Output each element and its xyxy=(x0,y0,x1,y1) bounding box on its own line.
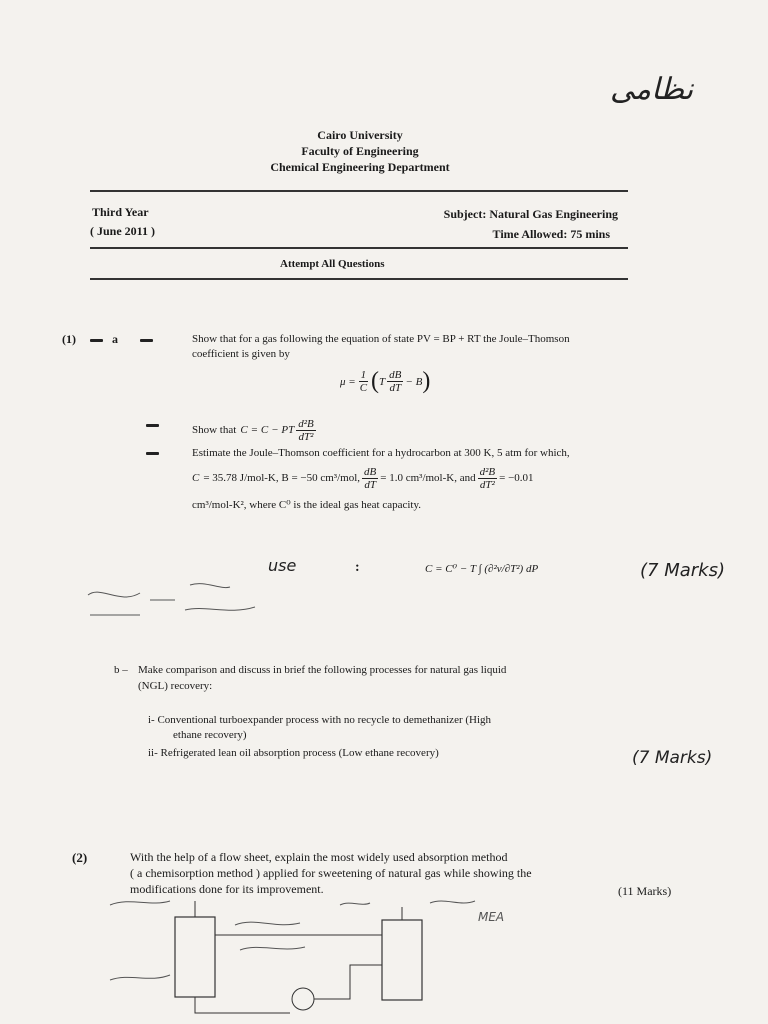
cp-eq2: = C xyxy=(250,424,269,436)
q1-number: (1) xyxy=(62,332,76,346)
use-equation: C = C⁰ − T ∫ (∂²v/∂T²) dP xyxy=(425,563,539,575)
estimate-eq2: = −0.01 xyxy=(499,472,534,484)
mu-minus-B: − B xyxy=(405,375,423,388)
estimate-line2 xyxy=(192,466,534,491)
mu-lhs: μ = xyxy=(340,375,356,388)
mu-frac-den: C xyxy=(359,382,368,394)
use-handwritten: use xyxy=(268,556,297,575)
q1b-item-i-cont: ethane recovery) xyxy=(173,729,247,741)
cp-d2b: d²B xyxy=(298,418,314,430)
time-label: Time Allowed: 75 mins xyxy=(492,227,610,241)
estimate-db: dB xyxy=(364,466,377,478)
instruction: Attempt All Questions xyxy=(280,258,385,270)
faculty-name: Faculty of Engineering xyxy=(301,144,419,158)
cp-eq: C xyxy=(240,424,248,436)
estimate-d2b: d²B xyxy=(479,466,496,478)
cp-eq3: − PT xyxy=(271,424,295,436)
show-cp-text: Show that xyxy=(192,424,237,436)
q1a-text-line2: coefficient is given by xyxy=(192,348,290,360)
divider-bottom xyxy=(90,278,628,280)
q2-marks: (11 Marks) xyxy=(618,884,672,898)
estimate-dt2: dT² xyxy=(479,479,495,491)
estimate-line1: Estimate the Joule–Thomson coefficient for a hydrocarbon at 300 K, 5 atm for which, xyxy=(192,447,570,459)
handwritten-scribble xyxy=(80,575,280,625)
q2-text-line1: With the help of a flow sheet, explain the most widely used absorption method xyxy=(130,850,508,864)
q1-dash-4 xyxy=(146,452,159,455)
use-colon: : xyxy=(355,560,360,575)
q1b-item-i: i- Conventional turboexpander process with no recycle to demethanizer (High xyxy=(148,714,492,726)
q2-number: (2) xyxy=(72,850,88,865)
q1-dash-1 xyxy=(90,339,103,342)
mu-dB: dB xyxy=(389,369,402,381)
estimate-eq1: = 1.0 cm³/mol-K, and xyxy=(380,472,476,484)
mu-T: T xyxy=(379,375,386,388)
show-cp-line xyxy=(192,418,318,443)
estimate-line3: cm³/mol-K², where C⁰ is the ideal gas heat capacity. xyxy=(192,499,421,511)
q1b-text-line1: Make comparison and discuss in brief the following processes for natural gas liquid xyxy=(138,664,507,676)
estimate-vals: = 35.78 J/mol-K, B = −50 cm³/mol, xyxy=(203,472,361,484)
subject-label: Subject: Natural Gas Engineering xyxy=(443,207,618,221)
estimate-dt: dT xyxy=(364,479,376,491)
cp-dt2: dT² xyxy=(298,431,314,443)
q1b-marks: (7 Marks) xyxy=(632,748,713,768)
flowsheet-label-mea: MEA xyxy=(478,910,505,924)
university-name: Cairo University xyxy=(317,128,403,142)
q1-dash-2 xyxy=(140,339,153,342)
q2-text-line3: modifications done for its improvement. xyxy=(130,882,324,896)
divider-mid xyxy=(90,247,628,249)
q1-part-a: a xyxy=(112,332,118,346)
q1b-text-line2: (NGL) recovery: xyxy=(138,680,213,692)
q1b-item-ii: ii- Refrigerated lean oil absorption process (Low ethane recovery) xyxy=(148,747,439,759)
q1a-text-line1: Show that for a gas following the equation of state PV = BP + RT the Joule–Thomson xyxy=(192,333,570,345)
mu-frac-num: 1 xyxy=(360,369,367,381)
estimate-c0: C xyxy=(192,472,200,484)
q1b-label: b – xyxy=(114,664,128,676)
handwritten-annotation: نظامى xyxy=(610,72,694,107)
date-label: ( June 2011 ) xyxy=(90,224,156,238)
q1-dash-3 xyxy=(146,424,159,427)
mu-dT: dT xyxy=(389,382,402,394)
department-name: Chemical Engineering Department xyxy=(270,160,450,174)
year-label: Third Year xyxy=(92,205,149,219)
use-marks: (7 Marks) xyxy=(640,560,725,581)
q2-text-line2: ( a chemisorption method ) applied for sweetening of natural gas while showing the xyxy=(130,866,532,880)
flowsheet-sketch xyxy=(100,895,540,1020)
divider-top xyxy=(90,190,628,192)
mu-equation: μ = $\frac{1}{C}$ ( T $\frac{dB}{dT}$ − B ) xyxy=(340,368,431,394)
